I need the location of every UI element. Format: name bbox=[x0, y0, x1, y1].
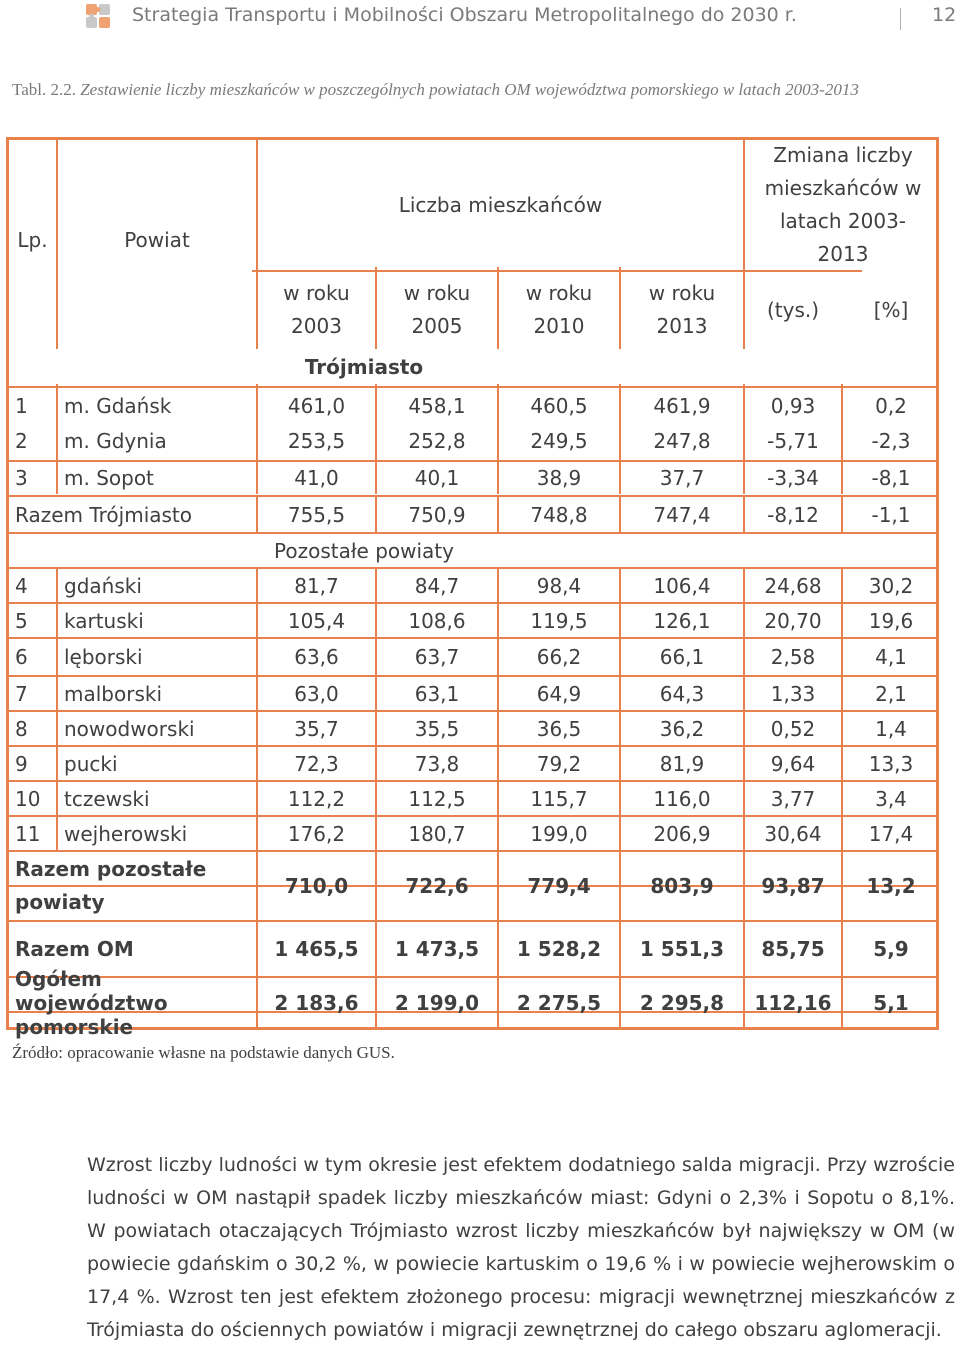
total-label-line2: pomorskie bbox=[15, 1014, 134, 1039]
cell-2010: 779,4 bbox=[527, 874, 591, 898]
cell-lp: 10 bbox=[15, 786, 41, 811]
cell-2005: 35,5 bbox=[414, 716, 460, 741]
cell-lp: 3 bbox=[15, 465, 28, 490]
source-note: Źródło: opracowanie własne na podstawie danych GUS. bbox=[12, 1043, 395, 1062]
table-caption bbox=[12, 78, 957, 101]
cell-change-pct: 13,3 bbox=[868, 751, 914, 776]
cell-2013: 1 551,3 bbox=[639, 937, 725, 961]
cell-powiat: malborski bbox=[64, 681, 163, 706]
cell-2005: 63,7 bbox=[414, 645, 460, 669]
cell-2005: 2 199,0 bbox=[394, 990, 480, 1015]
cell-2003: 1 465,5 bbox=[274, 937, 359, 961]
cell-2005: 1 473,5 bbox=[394, 937, 480, 961]
col-header-2005-line1: w roku bbox=[403, 281, 471, 305]
cell-change-tys: 85,75 bbox=[761, 937, 825, 961]
cell-2010: 64,9 bbox=[536, 681, 582, 706]
cell-2003: 105,4 bbox=[287, 608, 346, 633]
cell-change-tys: -5,71 bbox=[767, 428, 819, 453]
cell-powiat: lęborski bbox=[64, 645, 143, 669]
cell-2010: 66,2 bbox=[536, 645, 582, 669]
cell-2010: 98,4 bbox=[536, 573, 582, 598]
body-paragraph: Wzrost liczby ludności w tym okresie jest efektem dodatniego salda migracji. Przy wzroście ludności w OM nastąpił spadek liczby mieszkańców miast: Gdyni o 2,3% i Sopotu o 8,1%. W powiatach otaczających Trójmiasto wzrost liczby mieszkańców był największy w OM (w powiecie gdańskim o 30,2 %, w powiecie kartuskim o 19,6 % i w powiecie wejherowskim o 17,4 %. Wzrost ten jest efektem złożonego procesu: migracji wewnętrznej mieszkańców z Trójmiasta do ościennych powiatów i migracji zewnętrznej do całego obszaru aglomeracji. bbox=[87, 1154, 955, 1341]
cell-2005: 40,1 bbox=[414, 465, 460, 490]
cell-2013: 2 295,8 bbox=[639, 990, 725, 1015]
cell-powiat: nowodworski bbox=[64, 716, 195, 741]
cell-2010: 249,5 bbox=[530, 428, 588, 453]
col-header-2010 bbox=[499, 272, 619, 348]
cell-change-tys: 9,64 bbox=[770, 751, 816, 776]
page-number: 12 bbox=[932, 4, 957, 26]
col-header-2013-line1: w roku bbox=[648, 281, 716, 305]
cell-2013: 81,9 bbox=[659, 751, 705, 776]
cell-powiat: m. Gdynia bbox=[64, 428, 167, 453]
cell-change-pct: 1,4 bbox=[875, 716, 907, 741]
cell-2013: 126,1 bbox=[653, 608, 711, 633]
cell-change-pct: -8,1 bbox=[871, 465, 911, 490]
cell-lp: 4 bbox=[15, 573, 28, 598]
cell-2005: 180,7 bbox=[408, 821, 466, 846]
cell-total-label bbox=[9, 966, 256, 1039]
cell-2013: 106,4 bbox=[653, 573, 711, 598]
cell-powiat: wejherowski bbox=[64, 821, 188, 846]
col-header-2005-line2: 2005 bbox=[411, 314, 463, 338]
cell-2010: 1 528,2 bbox=[516, 937, 602, 961]
cell-2013: 36,2 bbox=[659, 716, 705, 741]
cell-2013: 461,9 bbox=[653, 393, 711, 418]
cell-2005: 458,1 bbox=[408, 393, 466, 418]
cell-2010: 79,2 bbox=[536, 751, 582, 776]
cell-change-tys: 112,16 bbox=[754, 990, 832, 1015]
cell-lp: 11 bbox=[15, 821, 41, 846]
cell-2003: 72,3 bbox=[294, 751, 339, 776]
caption-text: Zestawienie liczby mieszkańców w poszczególnych powiatach OM województwa pomorskiego w latach 2003-2013 bbox=[80, 80, 859, 99]
cell-2010: 199,0 bbox=[530, 821, 588, 846]
cell-lp: 5 bbox=[15, 608, 28, 633]
cell-2013: 247,8 bbox=[653, 428, 711, 453]
cell-2005: 84,7 bbox=[414, 573, 460, 598]
cell-2013: 64,3 bbox=[659, 681, 705, 706]
cell-2005: 722,6 bbox=[405, 874, 469, 898]
cell-2013: 206,9 bbox=[653, 821, 711, 846]
cell-change-tys: 24,68 bbox=[764, 573, 822, 598]
cell-change-pct: 19,6 bbox=[868, 608, 914, 633]
cell-2005: 108,6 bbox=[408, 608, 466, 633]
col-header-liczba-mieszkancow: Liczba mieszkańców bbox=[398, 192, 603, 217]
col-header-2005 bbox=[377, 272, 497, 348]
cell-2010: 36,5 bbox=[536, 716, 582, 741]
section-heading-pozostale: Pozostałe powiaty bbox=[274, 538, 454, 563]
cell-powiat: pucki bbox=[64, 751, 118, 776]
cell-change-pct: 0,2 bbox=[875, 393, 907, 418]
cell-change-tys: 0,93 bbox=[770, 393, 816, 418]
cell-2010: 460,5 bbox=[530, 393, 588, 418]
section-heading-trojmiasto: Trójmiasto bbox=[304, 355, 424, 379]
cell-change-pct: 5,1 bbox=[873, 990, 909, 1015]
cell-change-tys: -8,12 bbox=[767, 502, 819, 527]
cell-total-label: Razem Trójmiasto bbox=[15, 502, 193, 527]
cell-2010: 2 275,5 bbox=[516, 990, 602, 1015]
cell-change-tys: 0,52 bbox=[770, 716, 816, 741]
col-header-2003-line1: w roku bbox=[283, 281, 350, 305]
cell-2003: 35,7 bbox=[294, 716, 339, 741]
cell-2003: 755,5 bbox=[287, 502, 346, 527]
cell-change-tys: 1,33 bbox=[770, 681, 816, 706]
cell-2013: 747,4 bbox=[653, 502, 711, 527]
page-header bbox=[0, 0, 960, 40]
cell-change-tys: 93,87 bbox=[761, 874, 825, 898]
cell-lp: 7 bbox=[15, 681, 28, 706]
cell-change-tys: 2,58 bbox=[770, 645, 816, 669]
cell-2013: 803,9 bbox=[650, 874, 714, 898]
cell-change-pct: -2,3 bbox=[871, 428, 911, 453]
cell-2005: 73,8 bbox=[414, 751, 460, 776]
puzzle-logo-icon bbox=[84, 2, 112, 30]
cell-2003: 41,0 bbox=[294, 465, 339, 490]
col-header-zmiana: Zmiana liczby mieszkańców w latach 2003-2013 bbox=[764, 143, 922, 266]
total-label-line2: powiaty bbox=[15, 890, 105, 914]
cell-2003: 710,0 bbox=[284, 874, 349, 898]
col-header-lp: Lp. bbox=[17, 227, 48, 252]
col-header-powiat: Powiat bbox=[124, 227, 190, 252]
cell-change-tys: 30,64 bbox=[764, 821, 822, 846]
cell-2003: 2 183,6 bbox=[274, 990, 359, 1015]
cell-change-pct: 3,4 bbox=[875, 786, 907, 811]
col-header-2003 bbox=[258, 272, 375, 348]
cell-2003: 176,2 bbox=[287, 821, 346, 846]
header-divider bbox=[900, 8, 901, 30]
col-header-pct: [%] bbox=[873, 297, 909, 322]
col-header-2003-line2: 2003 bbox=[291, 314, 342, 338]
cell-total-label bbox=[9, 852, 256, 920]
cell-powiat: tczewski bbox=[64, 786, 150, 811]
cell-2005: 112,5 bbox=[408, 786, 466, 811]
cell-change-tys: 3,77 bbox=[770, 786, 816, 811]
cell-powiat: m. Sopot bbox=[64, 465, 154, 490]
col-header-2010-line1: w roku bbox=[525, 281, 593, 305]
cell-2010: 119,5 bbox=[530, 608, 588, 633]
cell-change-tys: 20,70 bbox=[764, 608, 822, 633]
cell-2003: 253,5 bbox=[287, 428, 346, 453]
cell-2013: 66,1 bbox=[659, 645, 705, 669]
cell-2003: 63,6 bbox=[294, 645, 339, 669]
cell-2005: 750,9 bbox=[408, 502, 466, 527]
cell-change-pct: 13,2 bbox=[866, 874, 916, 898]
cell-2003: 63,0 bbox=[294, 681, 339, 706]
col-header-tys: (tys.) bbox=[766, 297, 820, 322]
cell-change-tys: -3,34 bbox=[767, 465, 819, 490]
cell-change-pct: 5,9 bbox=[873, 937, 909, 961]
cell-change-pct: 4,1 bbox=[875, 645, 907, 669]
cell-2010: 38,9 bbox=[536, 465, 582, 490]
cell-2005: 63,1 bbox=[414, 681, 460, 706]
cell-powiat: gdański bbox=[64, 573, 142, 598]
cell-lp: 6 bbox=[15, 645, 28, 669]
cell-2005: 252,8 bbox=[408, 428, 466, 453]
total-label-line1: Razem pozostałe bbox=[15, 857, 207, 881]
population-table bbox=[6, 137, 939, 1039]
cell-lp: 8 bbox=[15, 716, 28, 741]
cell-lp: 2 bbox=[15, 428, 28, 453]
document-title: Strategia Transportu i Mobilności Obszaru Metropolitalnego do 2030 r. bbox=[132, 4, 797, 26]
cell-2010: 115,7 bbox=[530, 786, 588, 811]
cell-2003: 112,2 bbox=[287, 786, 346, 811]
cell-total-label: Razem OM bbox=[15, 937, 134, 961]
col-header-2013 bbox=[621, 272, 743, 348]
cell-lp: 1 bbox=[15, 393, 28, 418]
col-header-2013-line2: 2013 bbox=[656, 314, 708, 338]
col-header-2010-line2: 2010 bbox=[533, 314, 585, 338]
cell-change-pct: 2,1 bbox=[875, 681, 907, 706]
total-label-line1: Ogółem województwo bbox=[15, 966, 168, 1015]
cell-2013: 116,0 bbox=[653, 786, 711, 811]
cell-lp: 9 bbox=[15, 751, 28, 776]
cell-2003: 461,0 bbox=[287, 393, 346, 418]
cell-2013: 37,7 bbox=[659, 465, 705, 490]
cell-change-pct: 30,2 bbox=[868, 573, 914, 598]
caption-label: Tabl. 2.2. bbox=[12, 80, 76, 99]
cell-powiat: kartuski bbox=[64, 608, 144, 633]
cell-powiat: m. Gdańsk bbox=[64, 393, 172, 418]
cell-2010: 748,8 bbox=[530, 502, 588, 527]
cell-change-pct: -1,1 bbox=[871, 502, 911, 527]
cell-2003: 81,7 bbox=[294, 573, 339, 598]
cell-change-pct: 17,4 bbox=[868, 821, 914, 846]
